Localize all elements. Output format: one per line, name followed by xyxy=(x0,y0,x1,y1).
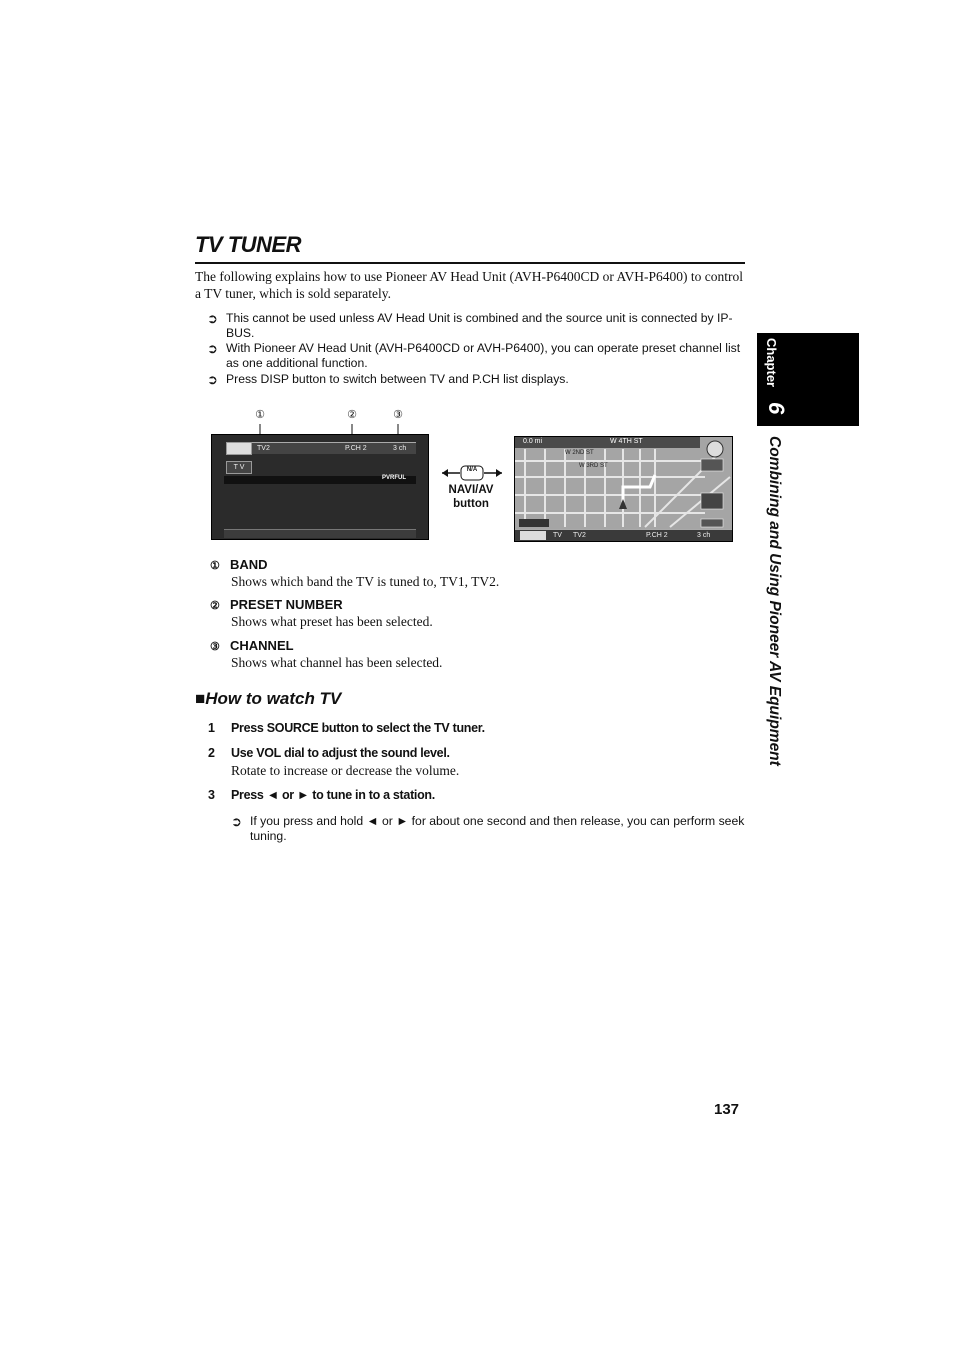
navi-av-label-line2: button xyxy=(453,498,489,510)
note-arrow-icon: ➲ xyxy=(207,372,218,387)
tv-bottom-bar xyxy=(224,529,416,538)
channel-value: 3 ch xyxy=(697,532,711,539)
step-3 xyxy=(208,788,435,802)
legend-description: Shows what channel has been selected. xyxy=(231,655,443,670)
page-number: 137 xyxy=(714,1101,740,1118)
band-value: TV2 xyxy=(257,445,270,452)
section-heading: ■How to watch TV xyxy=(195,689,342,708)
callout-2: ② xyxy=(347,409,357,421)
legend-heading: CHANNEL xyxy=(230,638,294,653)
step-2 xyxy=(208,746,450,760)
note-1 xyxy=(207,311,747,341)
legend-heading: BAND xyxy=(230,557,268,572)
legend-number: ② xyxy=(210,600,220,612)
page-title: TV TUNER xyxy=(195,232,301,257)
note-text: With Pioneer AV Head Unit (AVH-P6400CD or AVH-P6400), you can operate preset channel list as one additional function. xyxy=(226,341,741,370)
note-text: Press DISP button to switch between TV and P.CH list displays. xyxy=(226,372,569,386)
navi-av-label-line1: NAVI/AV xyxy=(448,484,494,496)
chapter-number: 6 xyxy=(764,402,789,415)
tv-tab: T V xyxy=(226,461,252,474)
legend-heading: PRESET NUMBER xyxy=(230,597,343,612)
step-number: 1 xyxy=(208,721,215,735)
legend-band xyxy=(210,557,499,590)
step-2-description: Rotate to increase or decrease the volume. xyxy=(231,763,460,778)
chapter-word: Chapter xyxy=(764,338,779,388)
legend-channel xyxy=(210,638,442,671)
side-title-text: Combining and Using Pioneer AV Equipment xyxy=(766,436,783,766)
tv-logo-icon xyxy=(226,442,252,455)
source-value: TV xyxy=(553,532,562,539)
tv-info-bar xyxy=(252,442,416,454)
step-text: Use VOL dial to adjust the sound level. xyxy=(231,746,450,760)
navi-av-button-label xyxy=(440,483,502,511)
callout-3: ③ xyxy=(393,409,403,421)
street-label-2: W 2ND ST xyxy=(565,450,594,456)
legend-number: ① xyxy=(210,560,220,572)
map-source-bar xyxy=(515,529,732,542)
legend-description: Shows what preset has been selected. xyxy=(231,614,433,629)
note-text: If you press and hold ◄ or ► for about one second and then release, you can perform seek tuning. xyxy=(250,814,745,843)
legend-number: ③ xyxy=(210,641,220,653)
chapter-label xyxy=(757,336,789,426)
callout-1: ① xyxy=(255,409,265,421)
tv-status-strip xyxy=(224,476,416,484)
brand-label: PVRFUL xyxy=(382,475,406,481)
step-1 xyxy=(208,721,485,735)
street-name-top: W 4TH ST xyxy=(610,438,643,445)
distance-readout: 0.0 mi xyxy=(523,438,543,445)
step-number: 2 xyxy=(208,746,215,760)
legend-preset-number xyxy=(210,597,433,630)
note-2 xyxy=(207,341,747,371)
title-rule xyxy=(195,262,745,264)
intro-paragraph: The following explains how to use Pioneer AV Head Unit (AVH-P6400CD or AVH-P6400) to control a TV tuner, which is sold separately. xyxy=(195,269,743,301)
note-arrow-icon: ➲ xyxy=(231,814,242,829)
step-number: 3 xyxy=(208,788,215,802)
navigation-map-screen xyxy=(514,436,733,542)
channel-value: 3 ch xyxy=(393,445,407,452)
map-top-bar xyxy=(515,437,700,448)
tv-screen-display xyxy=(211,434,429,540)
step-text: Press SOURCE button to select the TV tuner. xyxy=(231,721,485,735)
step-3-note xyxy=(231,814,745,844)
note-3 xyxy=(207,372,747,387)
navi-av-button-diagram xyxy=(440,462,504,484)
note-arrow-icon: ➲ xyxy=(207,311,218,326)
legend-description: Shows which band the TV is tuned to, TV1, TV2. xyxy=(231,574,500,589)
navi-av-key-label: N/A xyxy=(466,467,478,473)
step-text: Press ◄ or ► to tune in to a station. xyxy=(231,788,435,802)
street-label-3: W 3RD ST xyxy=(579,463,608,469)
preset-value: P.CH 2 xyxy=(646,532,668,539)
tv-logo-icon xyxy=(520,531,546,540)
note-arrow-icon: ➲ xyxy=(207,341,218,356)
map-roads-graphic xyxy=(515,437,732,541)
side-title xyxy=(752,434,798,854)
note-text: This cannot be used unless AV Head Unit is combined and the source unit is connected by IP-BUS. xyxy=(226,311,733,340)
preset-value: P.CH 2 xyxy=(345,445,367,452)
band-value: TV2 xyxy=(573,532,586,539)
